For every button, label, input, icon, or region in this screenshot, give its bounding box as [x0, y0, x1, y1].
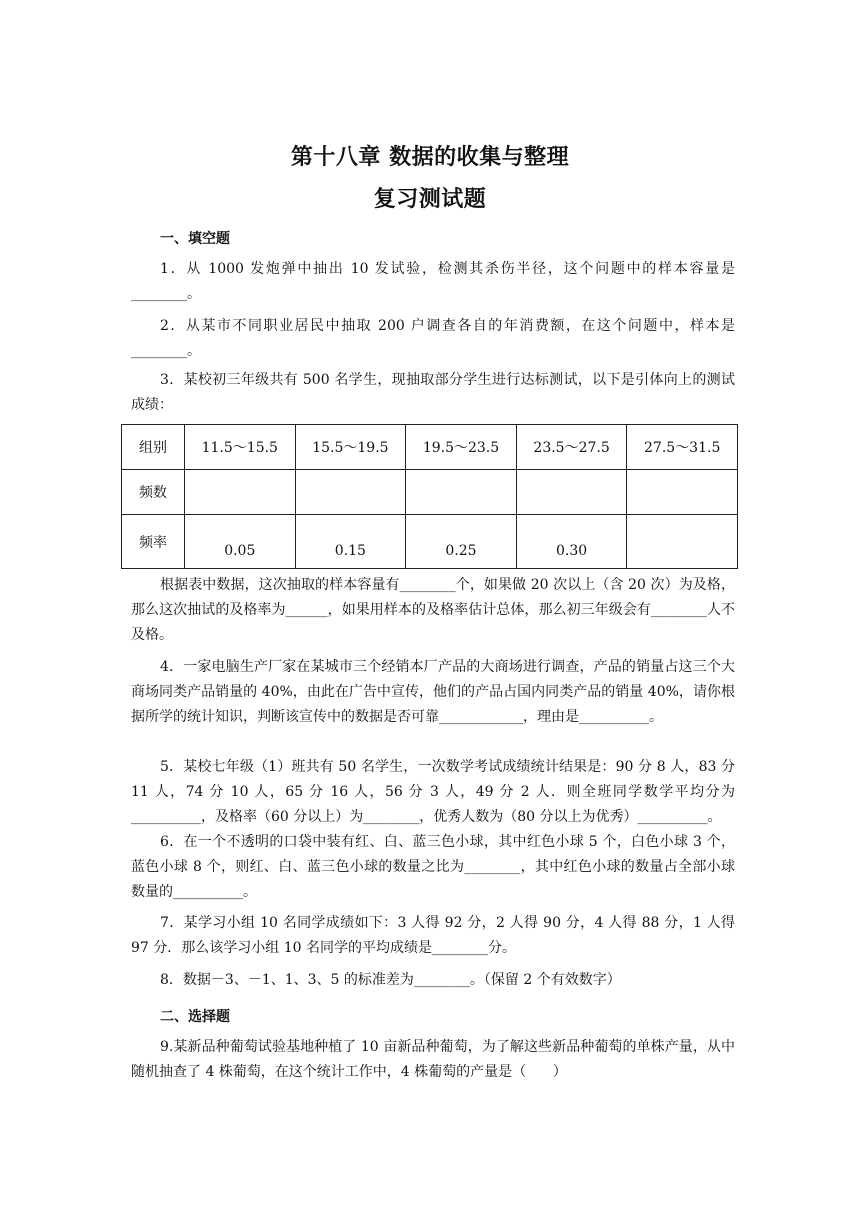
table-cell: 0.15: [295, 515, 406, 569]
table-row-label: 频数: [122, 470, 185, 515]
section-heading-fill-in: 一、填空题: [160, 231, 230, 247]
table-cell-blank: [627, 470, 738, 515]
question-1: 1．从 1000 发炮弹中抽出 10 发试验，检测其杀伤半径，这个问题中的样本容量是________。: [131, 261, 735, 302]
table-header-cell: 组别: [122, 425, 185, 470]
table-cell-blank: [516, 470, 627, 515]
table-header-cell: 11.5～15.5: [185, 425, 296, 470]
table-cell: 0.25: [406, 515, 517, 569]
chapter-title: 第十八章 数据的收集与整理: [290, 145, 570, 170]
table-cell: [627, 515, 738, 569]
question-6: 6．在一个不透明的口袋中装有红、白、蓝三色小球，其中红色小球 5 个，白色小球 3 个，蓝色小球 8 个，则红、白、蓝三色小球的数量之比为________，其中红色小球的数量占全部小球数量的__________。: [131, 834, 735, 900]
table-row: [122, 470, 738, 515]
table-header-cell: 27.5～31.5: [627, 425, 738, 470]
section-heading-choice: 二、选择题: [160, 1009, 230, 1025]
table-header-cell: 23.5～27.5: [516, 425, 627, 470]
table-header-cell: 15.5～19.5: [295, 425, 406, 470]
table-row: [122, 515, 738, 569]
table-cell: 0.05: [185, 515, 296, 569]
question-2: 2．从某市不同职业居民中抽取 200 户调查各自的年消费额，在这个问题中，样本是________。: [131, 318, 735, 359]
table-cell-blank: [185, 470, 296, 515]
table-cell-blank: [406, 470, 517, 515]
question-3: 3．某校初三年级共有 500 名学生，现抽取部分学生进行达标测试，以下是引体向上的测试成绩：: [131, 372, 735, 413]
test-title: 复习测试题: [373, 187, 487, 212]
question-7: 7．某学习小组 10 名同学成绩如下：3 人得 92 分，2 人得 90 分，4 人得 88 分，1 人得 97 分．那么该学习小组 10 名同学的平均成绩是________分。: [131, 915, 740, 956]
score-table: [121, 424, 738, 569]
table-row-label: 频率: [122, 515, 185, 569]
table-cell: 0.30: [516, 515, 627, 569]
table-cell-blank: [295, 470, 406, 515]
question-5: 5．某校七年级（1）班共有 50 名学生，一次数学考试成绩统计结果是：90 分 8 人，83 分 11 人，74 分 10 人，65 分 16 人，56 分 3 人，49 分 2 人．则全班同学数学平均分为__________，及格率（60 分以上）为________，优秀人数为（80 分以上为优秀）__________。: [131, 759, 740, 825]
question-8: 8．数据－3、－1、1、3、5 的标准差为________。（保留 2 个有效数字）: [160, 972, 621, 988]
question-4: 4．一家电脑生产厂家在某城市三个经销本厂产品的大商场进行调查，产品的销量占这三个大商场同类产品销量的 40%，由此在广告中宣传，他们的产品占国内同类产品的销量 40%，请你根据所学的统计知识，判断该宣传中的数据是否可靠____________，理由是__________。: [131, 659, 735, 725]
table-row: [122, 425, 738, 470]
question-9: 9.某新品种葡萄试验基地种植了 10 亩新品种葡萄，为了解这些新品种葡萄的单株产量，从中 随机抽查了 4 株葡萄，在这个统计工作中，4 株葡萄的产量是（ ）: [131, 1039, 749, 1080]
table-header-cell: 19.5～23.5: [406, 425, 517, 470]
question-3-followup: 根据表中数据，这次抽取的样本容量有________个，如果做 20 次以上（含 20 次）为及格，那么这次抽试的及格率为______，如果用样本的及格率估计总体，那么初三年级会有________人不及格。: [131, 577, 735, 643]
